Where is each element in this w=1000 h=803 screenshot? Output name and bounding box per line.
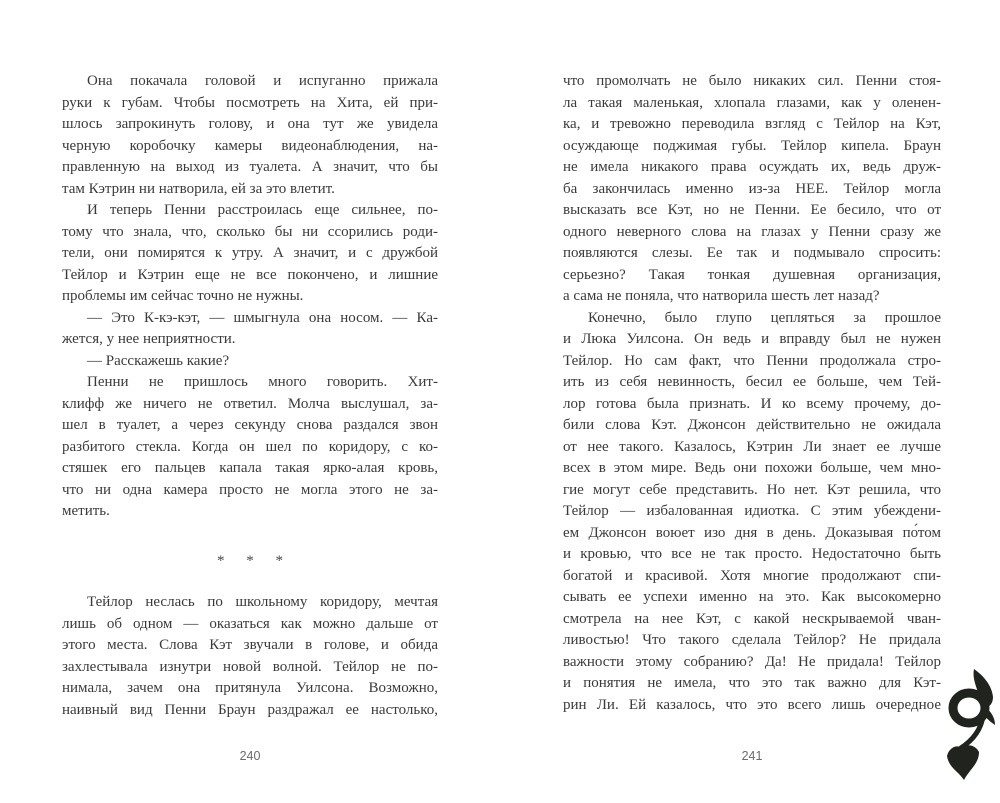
corner-flourish-icon: [931, 669, 998, 800]
text-line: Тейлор — избалованная идиотка. С этим убеждени-: [563, 503, 941, 519]
text-line: наивный вид Пенни Браун раздражал ее настолько,: [62, 701, 438, 718]
text-line: богатой и красивой. Хотя многие продолжают спи-: [563, 567, 941, 584]
text-line: метить.: [62, 503, 110, 519]
text-line: правленную на выход из туалета. А значит, что бы: [62, 159, 438, 175]
text-line: И теперь Пенни расстроилась еще сильнее, по-: [87, 202, 438, 218]
text-line: не имела никакого права осуждать их, ведь друж-: [563, 159, 941, 175]
text-line: и кровью, что все не так просто. Недостаточно быть: [563, 546, 941, 562]
text-line: там Кэтрин ни натворила, ей за это влетит.: [62, 180, 335, 197]
text-line: — Это К-кэ-кэт, — шмыгнула она носом. — Ка-: [87, 309, 438, 326]
text-line: лор готова была признать. И ко всему прочему, до-: [563, 395, 941, 412]
text-line: смотрела на нее Кэт, с какой нескрываемой чван-: [563, 610, 941, 627]
page-number-left: 240: [239, 749, 261, 763]
text-line: черную коробочку камеры видеонаблюдения, на-: [62, 137, 438, 154]
text-line: важности этому собранию? Да! Не придала! Тейлор: [563, 653, 941, 670]
text-line: тели, они помирятся к утру. А значит, и с дружбой: [62, 245, 438, 261]
text-line: захлестывала изнутри новой волной. Тейлор не по-: [62, 658, 438, 675]
text-line: Тейлор. Но сам факт, что Пенни продолжала стро-: [563, 352, 941, 369]
right-page-text: [563, 71, 941, 716]
text-line: лишь об одном — оказаться как можно дальше от: [62, 615, 438, 632]
text-line: Пенни не пришлось много говорить. Хит-: [87, 374, 438, 390]
text-line: что промолчать не было никаких сил. Пенни стоя-: [563, 73, 941, 89]
text-line: били слова Кэт. Джонсон действительно не ожидала: [563, 417, 941, 433]
text-line: шлось запрокинуть голову, и она тут же увидела: [62, 116, 438, 132]
text-line: Тейлор и Кэтрин еще не все покончено, и лишние: [62, 266, 438, 283]
text-line: и Люка Уилсона. Он ведь и вправду был не нужен: [563, 331, 941, 347]
text-line: проблемы им сейчас точно не нужны.: [62, 288, 304, 304]
text-line: этого места. Слова Кэт звучали в голове, и обида: [62, 637, 438, 653]
text-line: шел в туалет, а через секунду снова раздался звон: [62, 417, 438, 433]
text-line: одного неверного слова на глазах у Пенни сразу же: [563, 223, 941, 240]
text-line: жется, у нее неприятности.: [62, 331, 236, 347]
text-line: тому что знала, что, сколько бы ни ссорились роди-: [62, 223, 438, 240]
text-line: и понятия не имела, что это так важно для Кэт-: [563, 675, 941, 691]
text-line: ем Джонсон воюет изо дня в день. Доказывая по́том: [563, 524, 941, 541]
text-line: а сама не поняла, что натворила шесть лет назад?: [563, 288, 880, 304]
paragraph: [62, 200, 438, 308]
text-line: осуждающе поджимая губы. Тейлор кипела. Браун: [563, 137, 941, 154]
text-line: рин Ли. Ей казалось, что это всего лишь очередное: [563, 696, 941, 713]
text-line: клифф же ничего не ответил. Молча выслушал, за-: [62, 395, 438, 412]
text-line: — Расскажешь какие?: [87, 352, 230, 369]
text-line: сывать ее успехи именно на это. Как высокомерно: [563, 589, 941, 605]
text-line: ла такая маленькая, хлопала глазами, как у оленен-: [563, 94, 941, 111]
text-line: что ни одна камера просто не могла этого не за-: [62, 481, 438, 498]
text-line: всех в этом мире. Ведь они похожи больше, чем мно-: [563, 460, 941, 476]
text-line: разбитого стекла. Когда он шел по коридору, с ко-: [62, 438, 438, 455]
text-line: стяшек его пальцев капала такая ярко-алая кровь,: [62, 460, 438, 476]
text-line: от нее такого. Казалось, Кэтрин Ли знает ее лучше: [563, 438, 941, 455]
text-line: руки к губам. Чтобы посмотреть на Хита, ей при-: [62, 94, 438, 111]
paragraph: [563, 71, 941, 308]
left-page-text: [62, 71, 438, 721]
page-number-right: 241: [741, 749, 763, 763]
paragraph: [62, 372, 438, 523]
text-line: ка, и тревожно переводила взгляд с Тейлор на Кэт,: [563, 116, 941, 132]
scene-separator: * * *: [217, 552, 292, 569]
text-line: серьезно? Такая тонкая душевная организация,: [563, 266, 941, 283]
text-line: высказать все Кэт, но не Пенни. Ее бесило, что от: [563, 202, 941, 218]
text-line: Она покачала головой и испуганно прижала: [87, 73, 438, 89]
paragraph: [62, 592, 438, 721]
paragraph: [62, 71, 438, 200]
paragraph: [563, 308, 941, 717]
text-line: появляются слезы. Ее так и подмывало спросить:: [563, 245, 941, 261]
text-line: гие могут себе представить. Но нет. Кэт решила, что: [563, 481, 941, 498]
paragraph: [62, 351, 438, 373]
text-line: ба закончилась именно из-за НЕЕ. Тейлор могла: [563, 180, 941, 197]
paragraph: [62, 308, 438, 351]
text-line: Тейлор неслась по школьному коридору, мечтая: [87, 594, 438, 610]
text-line: Конечно, было глупо цепляться за прошлое: [588, 309, 941, 326]
text-line: ить из себя невинность, бесил ее больше, чем Тей-: [563, 374, 941, 390]
text-line: нимала, зачем она притянула Уилсона. Возможно,: [62, 680, 438, 696]
text-line: ливостью! Что такого сделала Тейлор? Не придала: [563, 632, 941, 648]
